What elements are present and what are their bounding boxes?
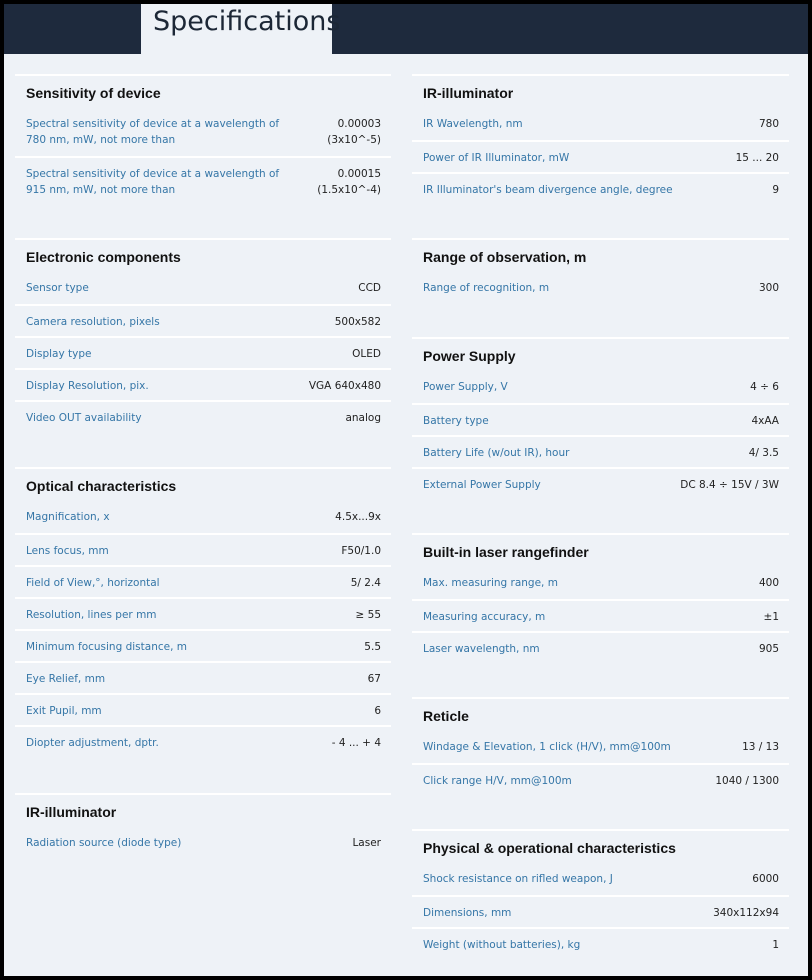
spec-label[interactable]: Spectral sensitivity of device at a wavelength of 780 nm, mW, not more than (26, 118, 280, 146)
spec-row (412, 467, 789, 501)
spec-label[interactable]: Sensor type (26, 282, 89, 294)
spec-label[interactable]: Measuring accuracy, m (423, 611, 546, 623)
spec-row (412, 863, 789, 895)
spec-value-main: VGA 640x480 (308, 380, 381, 392)
spec-row (412, 731, 789, 763)
spec-value (713, 905, 779, 921)
section-title: Reticle (423, 708, 469, 724)
spec-label[interactable]: Exit Pupil, mm (26, 705, 102, 717)
spec-label[interactable]: Display Resolution, pix. (26, 380, 149, 392)
spec-value (680, 477, 779, 493)
spec-label[interactable]: Range of recognition, m (423, 282, 550, 294)
spec-value-main: 300 (758, 282, 779, 294)
spec-page (4, 4, 808, 976)
spec-value (335, 314, 381, 330)
spec-row (15, 336, 391, 370)
spec-row (15, 629, 391, 663)
spec-label[interactable]: Resolution, lines per mm (26, 609, 157, 621)
spec-value (749, 445, 779, 461)
header-bar (4, 4, 808, 54)
section-title: Built-in laser rangefinder (423, 544, 589, 560)
spec-row (412, 403, 789, 437)
spec-row (15, 725, 391, 759)
spec-row (412, 371, 789, 403)
spec-row (15, 304, 391, 338)
spec-label[interactable]: Windage & Elevation, 1 click (H/V), mm@100m (423, 741, 671, 753)
spec-value (352, 835, 381, 851)
spec-row (412, 763, 789, 797)
spec-label[interactable]: Battery Life (w/out IR), hour (423, 447, 570, 459)
spec-value-secondary: (1.5x10^-4) (317, 184, 381, 196)
spec-label[interactable]: External Power Supply (423, 479, 541, 491)
spec-value-main: 500x582 (334, 316, 381, 328)
spec-value (764, 609, 779, 625)
spec-value-main: 67 (367, 673, 381, 685)
spec-value (364, 639, 381, 655)
spec-value-main: 0.00003 (337, 118, 381, 130)
spec-value-main: DC 8.4 ÷ 15V / 3W (680, 479, 779, 491)
spec-value (752, 871, 779, 887)
spec-row (15, 693, 391, 727)
spec-row (412, 895, 789, 929)
spec-value (759, 116, 779, 132)
spec-label[interactable]: Click range H/V, mm@100m (423, 775, 572, 787)
page-title: Specifications (153, 6, 341, 37)
spec-value-main: OLED (352, 348, 381, 360)
spec-row (412, 599, 789, 633)
spec-label[interactable]: Weight (without batteries), kg (423, 939, 581, 951)
spec-value (759, 280, 779, 296)
section-title: Physical & operational characteristics (423, 840, 676, 856)
spec-row (15, 501, 391, 533)
spec-value-main: 5.5 (364, 641, 381, 653)
spec-value (356, 607, 382, 623)
spec-row (412, 272, 789, 304)
section-ir-illuminator (412, 74, 789, 196)
spec-value-main: 4.5x...9x (335, 511, 381, 523)
spec-row (15, 533, 391, 567)
spec-value (332, 735, 381, 751)
section-range-of-observation-m (412, 238, 789, 294)
spec-label[interactable]: Lens focus, mm (26, 545, 109, 557)
spec-label[interactable]: Display type (26, 348, 92, 360)
spec-value-main: - 4 ... + 4 (331, 737, 381, 749)
section-title: Electronic components (26, 249, 181, 265)
spec-label[interactable]: Camera resolution, pixels (26, 316, 160, 328)
spec-value-main: 400 (758, 577, 779, 589)
spec-label[interactable]: Video OUT availability (26, 412, 142, 424)
spec-label[interactable]: Battery type (423, 415, 489, 427)
spec-label[interactable]: Max. measuring range, m (423, 577, 558, 589)
section-title: Sensitivity of device (26, 85, 161, 101)
section-built-in-laser-rangefinder (412, 533, 789, 655)
spec-value-secondary: (3x10^-5) (327, 134, 381, 146)
spec-row (15, 565, 391, 599)
spec-value-main: 6000 (752, 873, 779, 885)
spec-row (15, 156, 391, 206)
spec-row (15, 272, 391, 304)
section-title: IR-illuminator (26, 804, 117, 820)
section-title: IR-illuminator (423, 85, 514, 101)
spec-row (15, 108, 391, 156)
spec-value-main: F50/1.0 (341, 545, 381, 557)
spec-value-main: 15 ... 20 (735, 152, 779, 164)
spec-value (309, 378, 381, 394)
spec-value (751, 413, 779, 429)
spec-row (412, 435, 789, 469)
spec-label[interactable]: Minimum focusing distance, m (26, 641, 187, 653)
spec-label[interactable]: Power Supply, V (423, 381, 508, 393)
spec-row (412, 108, 789, 140)
spec-label[interactable]: Eye Relief, mm (26, 673, 106, 685)
spec-label[interactable]: Field of View,°, horizontal (26, 577, 160, 589)
section-sensitivity-of-device (15, 74, 391, 196)
spec-value (750, 379, 779, 395)
spec-value (335, 509, 381, 525)
spec-value (772, 937, 779, 953)
spec-value (715, 773, 779, 789)
spec-row (412, 567, 789, 599)
spec-value-main: Laser (352, 837, 381, 849)
spec-value (341, 543, 381, 559)
spec-value-main: 340x112x94 (713, 907, 779, 919)
section-physical-operational-characteristics (412, 829, 789, 951)
spec-row (15, 368, 391, 402)
spec-value (358, 280, 381, 296)
section-title: Optical characteristics (26, 478, 177, 494)
spec-label[interactable]: IR Illuminator's beam divergence angle, degree (423, 184, 673, 196)
spec-value-main: 0.00015 (337, 168, 381, 180)
spec-value (345, 410, 381, 426)
section-power-supply (412, 337, 789, 491)
spec-label[interactable]: Laser wavelength, nm (423, 643, 540, 655)
spec-label[interactable]: Shock resistance on rifled weapon, J (423, 873, 613, 885)
spec-value-main: CCD (358, 282, 381, 294)
section-ir-illuminator (15, 793, 391, 849)
spec-row (15, 827, 391, 859)
spec-label[interactable]: Radiation source (diode type) (26, 837, 182, 849)
spec-value (352, 346, 381, 362)
spec-value-main: ±1 (763, 611, 779, 623)
spec-value-main: 9 (772, 184, 779, 196)
spec-value (351, 575, 381, 591)
section-title: Power Supply (423, 348, 516, 364)
spec-label[interactable]: Spectral sensitivity of device at a wavelength of 915 nm, mW, not more than (26, 168, 280, 196)
spec-value-main: 4xAA (751, 415, 779, 427)
section-electronic-components (15, 238, 391, 424)
spec-value (742, 739, 779, 755)
spec-label[interactable]: Dimensions, mm (423, 907, 512, 919)
spec-value-main: 905 (758, 643, 779, 655)
spec-value-main: 4 ÷ 6 (750, 381, 779, 393)
spec-row (412, 631, 789, 665)
spec-value-main: 6 (374, 705, 381, 717)
spec-value-main: 13 / 13 (742, 741, 779, 753)
spec-row (412, 927, 789, 961)
spec-value-main: analog (345, 412, 381, 424)
spec-value-main: 5/ 2.4 (350, 577, 381, 589)
spec-label[interactable]: Magnification, x (26, 511, 110, 523)
spec-value-main: 1 (772, 939, 779, 951)
spec-value (368, 671, 381, 687)
section-optical-characteristics (15, 467, 391, 749)
spec-value-main: ≥ 55 (355, 609, 381, 621)
spec-row (412, 140, 789, 174)
spec-label[interactable]: IR Wavelength, nm (423, 118, 523, 130)
section-reticle (412, 697, 789, 787)
spec-label[interactable]: Diopter adjustment, dptr. (26, 737, 159, 749)
spec-value (736, 150, 779, 166)
spec-value-main: 4/ 3.5 (748, 447, 779, 459)
spec-label[interactable]: Power of IR Illuminator, mW (423, 152, 570, 164)
spec-value (317, 166, 381, 198)
spec-value (374, 703, 381, 719)
spec-value (327, 116, 381, 148)
spec-value-main: 780 (758, 118, 779, 130)
spec-value (772, 182, 779, 198)
spec-row (15, 597, 391, 631)
spec-row (15, 661, 391, 695)
spec-value (759, 641, 779, 657)
spec-row (412, 172, 789, 206)
section-title: Range of observation, m (423, 249, 587, 265)
spec-row (15, 400, 391, 434)
spec-value (759, 575, 779, 591)
spec-value-main: 1040 / 1300 (715, 775, 779, 787)
